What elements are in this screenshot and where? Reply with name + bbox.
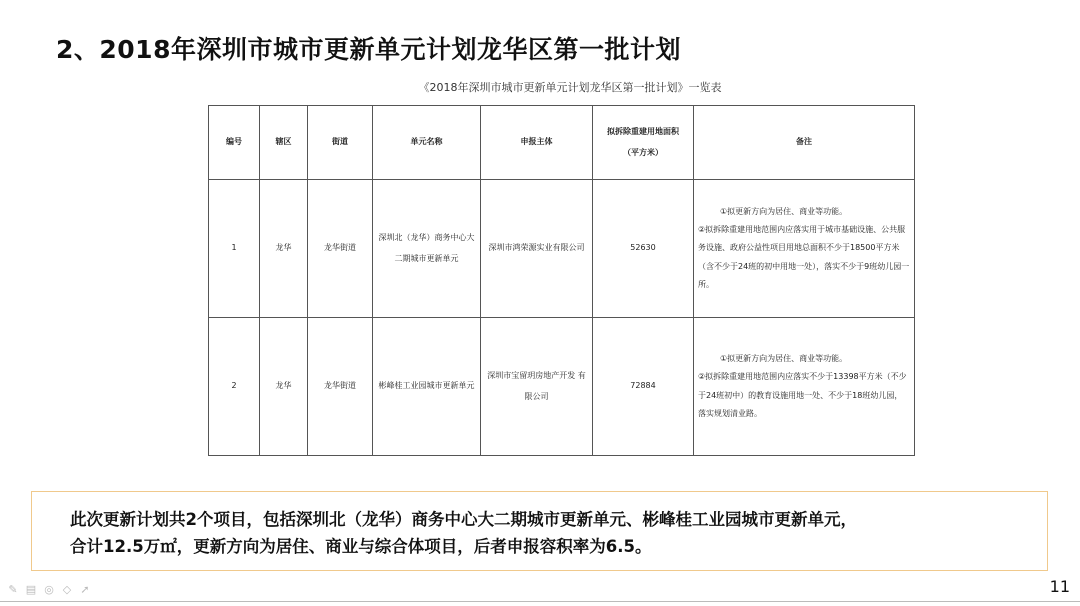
header-street: 街道 [308, 106, 373, 180]
pointer-circle-icon[interactable]: ◎ [44, 582, 54, 596]
presentation-toolbar [6, 582, 92, 596]
header-applicant: 申报主体 [481, 106, 593, 180]
cursor-icon[interactable]: ➚ [80, 582, 90, 596]
cell-area: 72884 [593, 318, 694, 456]
cell-remark [694, 318, 915, 456]
page-number: 11 [1049, 577, 1070, 596]
cell-no: 2 [209, 318, 260, 456]
cell-district: 龙华 [260, 318, 308, 456]
table-caption: 《2018年深圳市城市更新单元计划龙华区第一批计划》一览表 [418, 81, 722, 94]
remark-item: ②拟拆除重建用地范围内应落实不少于13398平方米（不少于24班初中）的教育设施用地一处、不少于18班幼儿园，落实规划清业路。 [698, 372, 907, 418]
header-unit-name: 单元名称 [373, 106, 481, 180]
table-row [209, 180, 915, 318]
cell-no: 1 [209, 180, 260, 318]
table-header-row [209, 106, 915, 180]
header-remark: 备注 [694, 106, 915, 180]
cell-unit-name: 深圳北（龙华）商务中心大二期城市更新单元 [373, 180, 481, 318]
cell-applicant: 深圳市鸿荣源实业有限公司 [481, 180, 593, 318]
cell-district: 龙华 [260, 180, 308, 318]
pen-icon[interactable]: ✎ [8, 582, 18, 596]
header-area-line2: （平方米） [623, 147, 663, 157]
plan-table [208, 105, 915, 456]
header-district: 辖区 [260, 106, 308, 180]
cell-street: 龙华街道 [308, 180, 373, 318]
cell-applicant: 深圳市宝留玥房地产开发 有限公司 [481, 318, 593, 456]
bottom-divider [0, 601, 1080, 602]
cell-unit-name: 彬峰桂工业园城市更新单元 [373, 318, 481, 456]
slides-icon[interactable]: ▤ [25, 582, 37, 596]
remark-item: ①拟更新方向为居住、商业等功能。 [720, 353, 848, 363]
summary-line: 此次更新计划共2个项目，包括深圳北（龙华）商务中心大二期城市更新单元、彬峰桂工业园城市更新单元， [70, 510, 857, 529]
remark-item: ①拟更新方向为居住、商业等功能。 [720, 206, 848, 216]
summary-line: 合计12.5万㎡，更新方向为居住、商业与综合体项目，后者申报容积率为6.5。 [70, 537, 652, 556]
summary-box [31, 491, 1048, 571]
cell-area: 52630 [593, 180, 694, 318]
eraser-icon[interactable]: ◇ [62, 582, 72, 596]
header-area-line1: 拟拆除重建用地面积 [607, 126, 679, 136]
table-row [209, 318, 915, 456]
header-area [593, 106, 694, 180]
cell-street: 龙华街道 [308, 318, 373, 456]
header-no: 编号 [209, 106, 260, 180]
remark-item: ②拟拆除重建用地范围内应落实用于城市基础设施、公共服务设施、政府公益性项目用地总面积不少于18500平方米（含不少于24班的初中用地一处），落实不少于9班幼儿园一所。 [698, 224, 910, 290]
slide-title: 2、2018年深圳市城市更新单元计划龙华区第一批计划 [56, 35, 681, 64]
cell-remark [694, 180, 915, 318]
